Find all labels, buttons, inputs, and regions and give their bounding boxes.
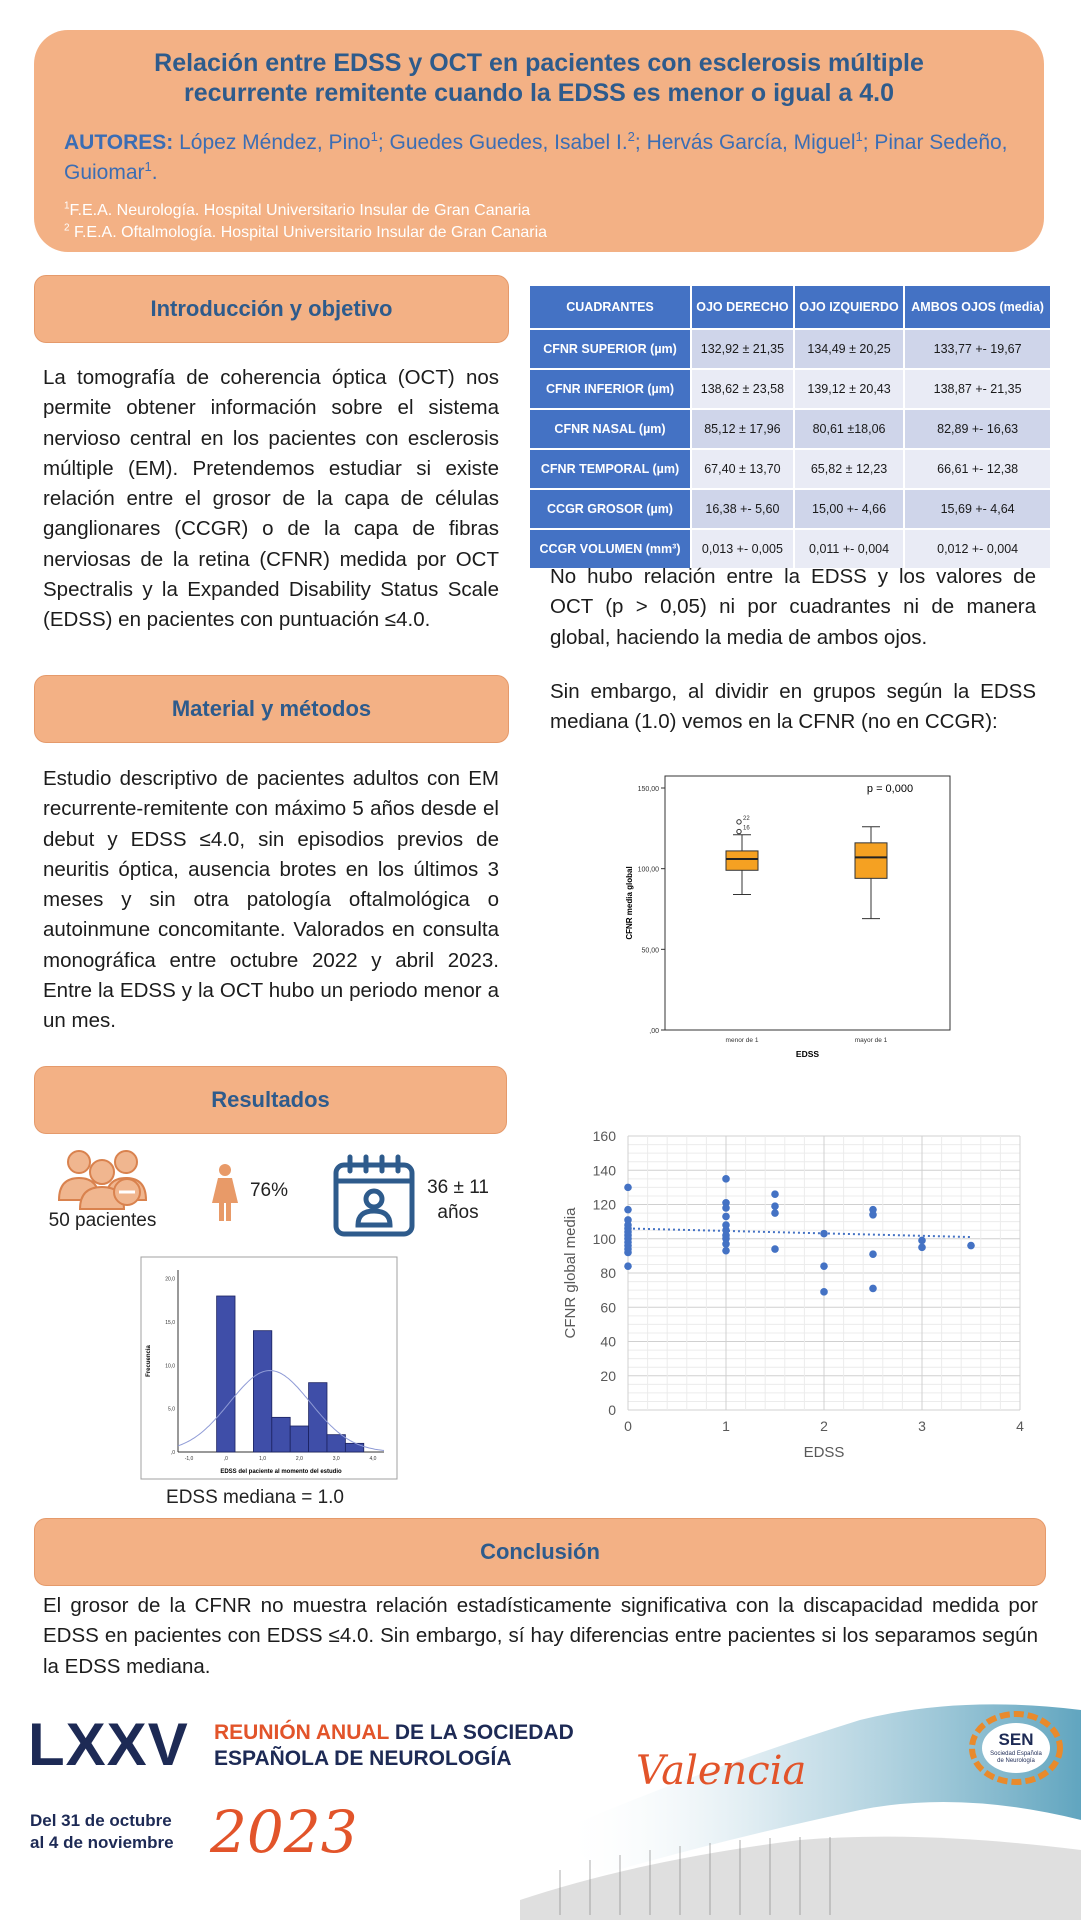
oct-table: [528, 284, 1052, 570]
cell-oi: 134,49 ± 20,25: [794, 329, 904, 369]
methods-heading: Material y métodos: [34, 675, 509, 743]
scatter-point: [624, 1206, 632, 1214]
authors: [64, 128, 1014, 188]
table-row: [529, 449, 1051, 489]
results-heading: Resultados: [34, 1066, 507, 1134]
y-tick-label: 160: [592, 1128, 616, 1144]
y-tick-label: ,0: [170, 1450, 175, 1456]
outlier-label: 16: [743, 825, 750, 832]
cell-oi: 65,82 ± 12,23: [794, 449, 904, 489]
row-label: CFNR SUPERIOR (µm): [529, 329, 691, 369]
row-label: CCGR GROSOR (µm): [529, 489, 691, 529]
cell-oi: 0,011 +- 0,004: [794, 529, 904, 569]
cell-both: 82,89 +- 16,63: [904, 409, 1051, 449]
cell-od: 138,62 ± 23,58: [691, 369, 794, 409]
cell-both: 138,87 +- 21,35: [904, 369, 1051, 409]
author-3-sup: 1: [855, 129, 863, 144]
scatter-point: [771, 1245, 779, 1253]
affil-1-sup: 1: [64, 200, 70, 212]
y-axis-label: CFNR global media: [562, 1207, 579, 1339]
x-tick-label: 0: [624, 1418, 632, 1434]
cell-oi: 80,61 ±18,06: [794, 409, 904, 449]
y-tick-label: 120: [592, 1196, 616, 1213]
y-tick-label: 60: [600, 1299, 616, 1316]
author-3: ; Hervás García, Miguel: [634, 131, 856, 154]
cell-od: 85,12 ± 17,96: [691, 409, 794, 449]
title-banner: [34, 30, 1044, 252]
meeting-sociedad: DE LA SOCIEDAD: [389, 1721, 574, 1744]
affil-1: F.E.A. Neurología. Hospital Universitario Insular de Gran Canaria: [69, 202, 531, 219]
y-tick-label: 5,0: [168, 1406, 175, 1413]
author-4-sup: 1: [144, 159, 152, 174]
box-body: [855, 843, 887, 878]
y-tick-label: 50,00: [641, 947, 659, 955]
cell-both: 0,012 +- 0,004: [904, 529, 1051, 569]
authors-label: AUTORES:: [64, 131, 174, 154]
footer-dates: [30, 1810, 174, 1854]
table-header-oi: OJO IZQUIERDO: [794, 285, 904, 329]
scatter-point: [722, 1175, 730, 1183]
x-tick-label: 3,0: [332, 1456, 340, 1462]
scatter-point: [820, 1262, 828, 1270]
conclusion-heading: Conclusión: [34, 1518, 1046, 1586]
boxplot-chart: [620, 768, 960, 1060]
x-category-label: menor de 1: [725, 1037, 759, 1044]
cell-od: 67,40 ± 13,70: [691, 449, 794, 489]
age-value: 36 ± 11: [427, 1177, 489, 1198]
cell-oi: 15,00 +- 4,66: [794, 489, 904, 529]
patients-count: 50 pacientes: [48, 1210, 157, 1231]
poster-title: [64, 48, 1014, 108]
scatter-point: [771, 1202, 779, 1210]
footer-city: Valencia: [636, 1748, 807, 1794]
p-value-annotation: p = 0,000: [866, 783, 914, 795]
sen-logo-sub1: Sociedad Española: [990, 1751, 1042, 1757]
sen-logo-sub2: de Neurología: [997, 1758, 1035, 1764]
x-tick-label: 4: [1016, 1418, 1024, 1434]
people-group-icon: [55, 1148, 150, 1210]
scatter-point: [624, 1184, 632, 1192]
y-tick-label: 20,0: [165, 1276, 175, 1283]
dates-line-1: Del 31 de octubre: [30, 1811, 172, 1830]
x-tick-label: 1,0: [259, 1456, 267, 1462]
x-axis-label: EDSS: [795, 1049, 820, 1059]
y-tick-label: 140: [592, 1162, 616, 1179]
age-unit: años: [437, 1202, 479, 1223]
scatter-point: [869, 1250, 877, 1258]
x-axis-label: EDSS del paciente al momento del estudio: [220, 1469, 342, 1475]
histogram-bar: [217, 1296, 235, 1452]
scatter-point: [820, 1288, 828, 1296]
scatter-point: [771, 1209, 779, 1217]
row-label: CFNR NASAL (µm): [529, 409, 691, 449]
author-2-sup: 2: [627, 129, 635, 144]
x-category-label: mayor de 1: [854, 1037, 888, 1044]
histogram-chart: [140, 1256, 400, 1480]
y-tick-label: 40: [600, 1333, 616, 1350]
y-tick-label: 10,0: [165, 1363, 175, 1370]
scatter-point: [624, 1249, 632, 1257]
scatter-point: [624, 1262, 632, 1270]
dates-line-2: al 4 de noviembre: [30, 1833, 174, 1852]
sen-logo-text: SEN: [998, 1730, 1034, 1749]
cell-od: 132,92 ± 21,35: [691, 329, 794, 369]
y-tick-label: 20: [600, 1367, 616, 1384]
footer-year: 2023: [210, 1798, 358, 1866]
histogram-bar: [345, 1443, 363, 1452]
y-tick-label: 0: [608, 1402, 616, 1418]
box-body: [726, 851, 758, 870]
row-label: CCGR VOLUMEN (mm³): [529, 529, 691, 569]
histogram-bar: [327, 1435, 345, 1452]
x-tick-label: 2: [820, 1418, 828, 1434]
cell-both: 15,69 +- 4,64: [904, 489, 1051, 529]
findings-text-2: Sin embargo, al dividir en grupos según la EDSS mediana (1.0) vemos en la CFNR (no en CCGR):: [550, 680, 1036, 734]
scatter-point: [722, 1213, 730, 1221]
sen-logo: [968, 1710, 1064, 1788]
cell-od: 0,013 +- 0,005: [691, 529, 794, 569]
histogram-bar: [309, 1383, 327, 1452]
cell-both: 133,77 +- 19,67: [904, 329, 1051, 369]
y-axis-label: Frecuencia: [146, 1345, 152, 1377]
calendar-person-icon: [332, 1153, 416, 1238]
intro-heading: Introducción y objetivo: [34, 275, 509, 343]
scatter-point: [722, 1240, 730, 1248]
affil-2-sup: 2: [64, 222, 70, 234]
scatter-point: [918, 1237, 926, 1245]
scatter-chart: [558, 1120, 1038, 1470]
congress-footer: [0, 1700, 1081, 1920]
age-stat: [418, 1175, 498, 1225]
histogram-bar: [290, 1426, 308, 1452]
y-tick-label: 100,00: [637, 866, 659, 874]
intro-text: La tomografía de coherencia óptica (OCT) nos permite obtener información sobre el sistema nervioso central en los pacientes con esclerosis múltiple (EM). Pretendemos estudiar si existe relación entre el grosor de la capa de células ganglionares (CCGR) o de la capa de fibras nerviosas de la retina (CFNR) medida por OCT Spectralis y la Expanded Disability Status Scale (EDSS) en pacientes con puntuación ≤4.0.: [43, 366, 499, 632]
affiliations: [64, 200, 1014, 244]
table-header-quadrant: CUADRANTES: [529, 285, 691, 329]
x-axis-label: EDSS: [803, 1444, 845, 1461]
scatter-point: [820, 1230, 828, 1238]
scatter-point: [869, 1285, 877, 1293]
cell-oi: 139,12 ± 20,43: [794, 369, 904, 409]
author-end: .: [151, 161, 158, 184]
table-row: [529, 369, 1051, 409]
y-tick-label: 100: [592, 1230, 616, 1247]
histogram-bar: [272, 1417, 290, 1452]
x-tick-label: 3: [918, 1418, 926, 1434]
table-header-row: [529, 285, 1051, 329]
table-header-od: OJO DERECHO: [691, 285, 794, 329]
female-percentage: 76%: [249, 1180, 289, 1201]
scatter-point: [918, 1244, 926, 1252]
scatter-point: [722, 1247, 730, 1255]
y-tick-label: 80: [600, 1265, 616, 1281]
x-tick-label: 4,0: [369, 1456, 377, 1462]
outlier-label: 22: [743, 815, 750, 822]
findings-text-1: No hubo relación entre la EDSS y los valores de OCT (p > 0,05) ni por cuadrantes ni de manera global, haciendo la media de ambos ojos.: [550, 565, 1036, 649]
table-row: [529, 489, 1051, 529]
y-tick-label: 15,0: [165, 1320, 175, 1326]
methods-text: Estudio descriptivo de pacientes adultos con EM recurrente-remitente con máximo 5 años desde el debut y EDSS ≤4.0, sin episodios previos de neuritis óptica, ausencia brotes en los últimos 3 meses y sin otra patología oftalmológica o autoinmune concomitante. Valorados en consulta monográfica entre octubre 2022 y abril 2023. Entre la EDSS y la OCT hubo un periodo menor a un mes.: [43, 767, 499, 1033]
conclusion-text: El grosor de la CFNR no muestra relación estadísticamente significativa con la discapacidad medida por EDSS en pacientes con EDSS ≤4.0. Sin embargo, sí hay diferencias entre pacientes si los separamos según la EDSS mediana.: [43, 1594, 1038, 1678]
y-tick-label: ,00: [649, 1028, 659, 1035]
y-tick-label: 150,00: [637, 786, 659, 793]
author-1: López Méndez, Pino: [173, 131, 371, 154]
scatter-point: [967, 1242, 975, 1250]
x-tick-label: 2,0: [295, 1456, 303, 1462]
footer-roman: LXXV: [28, 1711, 189, 1778]
row-label: CFNR TEMPORAL (µm): [529, 449, 691, 489]
cell-both: 66,61 +- 12,38: [904, 449, 1051, 489]
footer-meeting: [214, 1720, 574, 1772]
edss-median: EDSS mediana = 1.0: [166, 1487, 344, 1508]
scatter-point: [722, 1204, 730, 1212]
author-2: ; Guedes Guedes, Isabel I.: [377, 131, 628, 154]
title-line-1: Relación entre EDSS y OCT en pacientes con esclerosis múltiple: [154, 49, 924, 77]
author-4: ; Pinar Sedeño, Guiomar: [64, 131, 1008, 184]
cell-od: 16,38 +- 5,60: [691, 489, 794, 529]
title-line-2: recurrente remitente cuando la EDSS es menor o igual a 4.0: [184, 79, 894, 107]
affil-2: F.E.A. Oftalmología. Hospital Universitario Insular de Gran Canaria: [69, 224, 548, 241]
meeting-espanola: ESPAÑOLA DE NEUROLOGÍA: [214, 1747, 512, 1770]
x-tick-label: 1: [722, 1418, 730, 1434]
x-tick-label: ,0: [223, 1456, 228, 1462]
table-row: [529, 329, 1051, 369]
meeting-reunion: REUNIÓN ANUAL: [214, 1721, 390, 1744]
scatter-point: [771, 1190, 779, 1198]
table-row: [529, 409, 1051, 449]
woman-icon: [210, 1163, 240, 1223]
row-label: CFNR INFERIOR (µm): [529, 369, 691, 409]
author-1-sup: 1: [370, 129, 378, 144]
x-tick-label: -1,0: [184, 1456, 194, 1462]
y-axis-label: CFNR media global: [625, 866, 634, 940]
plot-frame: [665, 776, 950, 1030]
table-header-both: AMBOS OJOS (media): [904, 285, 1051, 329]
histogram-bar: [253, 1331, 271, 1452]
scatter-point: [869, 1211, 877, 1219]
